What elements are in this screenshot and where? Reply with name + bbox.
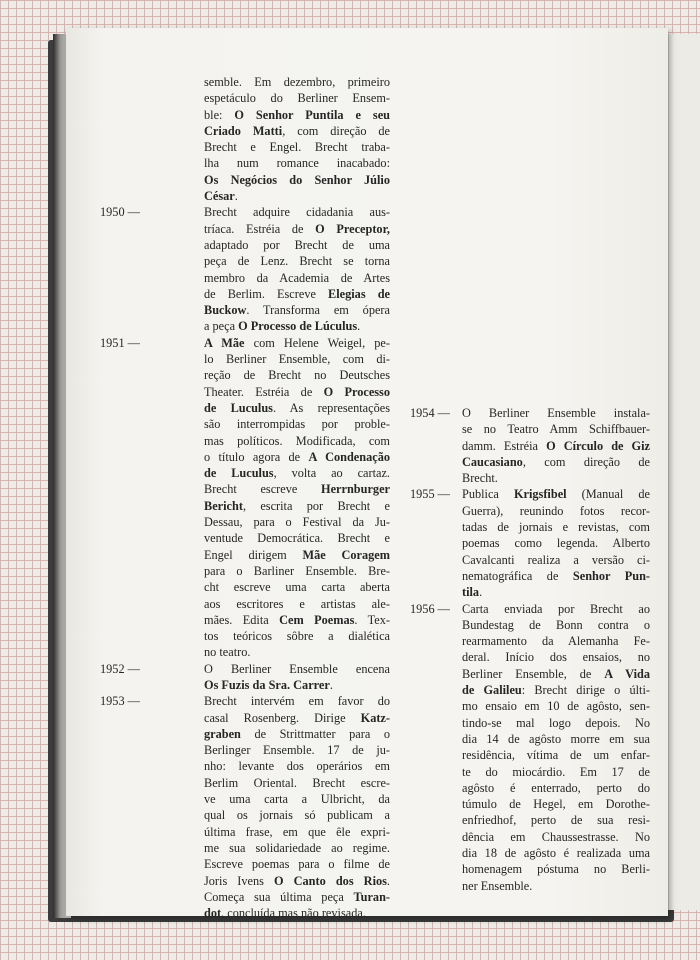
text-line [204,107,390,123]
text-line [204,905,390,921]
body-text: tindo-se mal logo depois. No [462,715,650,730]
bold-title-text: Mãe Coragem [302,547,390,562]
body-text: damm. Estréia [462,438,547,453]
text-line [204,74,390,90]
text-line [204,807,390,823]
bold-title-text: Katz- [360,710,390,725]
bold-title-text: A Vida [604,666,650,681]
bold-title-text: Krigsfibel [513,487,567,502]
bold-title-text: O Processo [323,384,390,399]
text-line [462,519,650,535]
entry-year: 1954 — [410,406,450,420]
bold-title-text: Bericht [204,498,243,513]
body-text: Brecht e Engel. Brecht traba- [204,140,390,155]
text-line [462,649,650,665]
intro-paragraph [100,74,390,204]
text-line [204,596,390,612]
body-text: . [234,189,238,204]
body-text: membro da Academia de Artes [204,270,390,285]
body-text: peça de Lenz. Brecht se torna [204,254,390,269]
text-line [204,514,390,530]
text-line [204,204,390,220]
text-line [204,351,390,367]
text-line [204,547,390,563]
text-line [204,856,390,872]
text-line [204,237,390,253]
entry-year: 1955 — [410,487,450,502]
bold-title-text: Caucasiano [462,454,523,469]
body-text: Carta enviada por Brecht ao [462,601,650,616]
body-text: . [479,585,483,600]
body-text: lha num romance inacabado: [204,156,390,171]
body-text: nho: levante dos operários em [204,759,390,774]
text-line [204,710,390,726]
body-text: Bundestag de Bonn contra o [462,617,650,632]
body-text: . [357,319,361,334]
bold-title-text: de Galileu [462,683,522,698]
text-line [204,449,390,465]
text-line [462,535,650,551]
body-text: , concluída mas não revisada. [221,906,366,921]
body-text: Cavalcanti realiza a versão ci- [462,552,650,567]
text-line [462,682,650,698]
body-text: enfriedhof, perto de sua resi- [462,813,650,828]
body-text: com Helene Weigel, pe- [244,335,390,350]
body-text: tríaca. Estréia de [204,221,316,236]
bold-title-text: de Luculus [204,400,273,415]
text-line [462,747,650,763]
text-line [462,861,650,877]
text-line [204,628,390,644]
text-line [204,677,390,693]
body-text: me sua solidariedade ao regime. [204,840,390,855]
text-line [462,617,650,633]
entry-year: 1956 — [410,601,450,616]
body-text: Engel dirigem [204,547,303,562]
text-line [204,90,390,106]
body-text: espetáculo do Berliner Ensem- [204,91,390,106]
body-text: : Brecht dirige o últi- [521,683,650,698]
entry-text [462,601,650,894]
bold-title-text: Os Negócios do Senhor Júlio [204,172,390,187]
body-text: dência em Chaussestrasse. No [462,829,650,844]
body-text: Joris Ivens [204,873,275,888]
body-text: mas políticos. Modificada, com [204,433,390,448]
text-line [204,742,390,758]
body-text: , com direção de [282,123,390,138]
text-line [462,421,650,437]
bold-title-text: O Preceptor, [315,221,390,236]
body-text: se no Teatro Amm Schiffbauer- [462,422,650,437]
body-text: Dessau, para o Festival da Ju- [204,515,390,530]
text-line [462,829,650,845]
body-text: Começa sua última peça [204,889,354,904]
body-text: mães. Edita [204,612,280,627]
bold-title-text: A Mãe [204,335,245,350]
text-line [462,715,650,731]
text-line [204,188,390,204]
body-text: . [386,873,390,888]
text-line [462,486,650,502]
text-line [204,612,390,628]
body-text: Berlim Oriental. Brecht escre- [204,775,390,790]
body-text: (Manual de [566,487,650,502]
chronology-entry [100,204,390,334]
body-text: o título agora de [204,449,309,464]
text-line [204,465,390,481]
text-line [204,873,390,889]
text-line [204,384,390,400]
text-line [462,470,650,486]
body-text: cht escreve uma carta aberta [204,580,390,595]
text-line [462,796,650,812]
body-text: dia 14 de agôsto morre em sua [462,731,650,746]
body-text: . [329,677,333,692]
text-line [462,438,650,454]
text-line [204,270,390,286]
bold-title-text: A Condenação [308,449,390,464]
text-line [204,155,390,171]
text-line [462,780,650,796]
body-text: poemas como legenda. Alberto [462,536,650,551]
entry-text [204,204,390,334]
text-line [204,693,390,709]
body-text: de Strittmatter para o [240,726,390,741]
body-text: túmulo de Hegel, em Dorothe- [462,797,650,812]
text-line [204,400,390,416]
body-text: Guerra), reunindo fotos recor- [462,503,650,518]
text-line [204,302,390,318]
body-text: , volta ao cartaz. [273,466,390,481]
text-line [204,791,390,807]
text-line [204,563,390,579]
entry-text [204,661,390,694]
text-line [204,139,390,155]
text-line [204,661,390,677]
text-line [204,840,390,856]
body-text: Theater. Estréia de [204,384,324,399]
body-text: te do miocárdio. Em 17 de [462,764,650,779]
body-text: Brecht adquire cidadania aus- [204,205,390,220]
body-text: aos escritores e artistas ale- [204,596,390,611]
body-text: são interrompidas por proble- [204,417,390,432]
text-line [462,764,650,780]
body-text: qual os jornais só publicam a [204,808,390,823]
bold-title-text: César [204,189,235,204]
text-line [204,416,390,432]
text-line [204,253,390,269]
bold-title-text: Criado Matti [204,123,283,138]
body-text: Berliner Ensemble, de [462,666,605,681]
bold-title-text: dot [204,906,222,921]
text-line [204,335,390,351]
text-line [204,172,390,188]
bold-title-text: O Círculo de Giz [546,438,650,453]
adjacent-page-edge [668,34,700,910]
bold-title-text: tila [462,585,480,600]
text-line [462,552,650,568]
text-line [204,123,390,139]
chronology-entry [100,661,390,694]
body-text: ble: [204,107,235,122]
chronology-entry [410,601,650,894]
body-text: Publica [462,487,514,502]
text-line [204,367,390,383]
text-line [462,584,650,600]
bold-title-text: graben [204,726,241,741]
chronology-entry [100,335,390,661]
body-text: no teatro. [204,645,251,660]
text-line [462,731,650,747]
text-line [204,481,390,497]
text-line [462,601,650,617]
bold-title-text: Cem Poemas [279,612,355,627]
text-line [204,579,390,595]
body-text: deral. Início dos ensaios, no [462,650,650,665]
body-text: , escrita por Brecht e [242,498,390,513]
body-text: ner Ensemble. [462,878,533,893]
body-text: reção de Brecht no Deutsches [204,368,390,383]
entry-year: 1953 — [100,694,140,709]
left-entries [100,204,390,921]
body-text: a peça [204,319,239,334]
body-text: tos teóricos sôbre a dialética [204,629,390,644]
body-text: Berlinger Ensemble. 17 de ju- [204,743,390,758]
text-line [462,633,650,649]
text-line [204,498,390,514]
body-text: Escreve poemas para o filme de [204,857,390,872]
text-line [462,698,650,714]
text-line [462,405,650,421]
left-column [100,74,390,921]
bold-title-text: O Processo de Lúculus [238,319,358,334]
text-line [204,726,390,742]
body-text: adaptado por Brecht de uma [204,237,390,252]
entry-year: 1950 — [100,205,140,220]
chronology-entry [410,405,650,486]
text-line [204,644,390,660]
entry-year: 1951 — [100,335,140,350]
body-text: de Berlim. Escreve [204,286,329,301]
text-line [462,666,650,682]
body-text: ventude Democrática. Brecht e [204,531,390,546]
right-column [410,405,650,894]
text-line [204,433,390,449]
text-line [204,824,390,840]
body-text: rearmamento da Alemanha Fe- [462,634,650,649]
body-text: . As representações [272,400,390,415]
entry-text [204,693,390,921]
bold-title-text: Herrnburger [321,482,390,497]
text-line [462,812,650,828]
body-text: tadas de jornais e revistas, com [462,520,650,535]
body-text: casal Rosenberg. Dirige [204,710,361,725]
body-text: residência, vítima de um enfar- [462,748,650,763]
bold-title-text: de Luculus [204,466,274,481]
entry-text [204,335,390,661]
bold-title-text: Turan- [353,889,390,904]
body-text: agôsto é enterrado, perto do [462,780,650,795]
body-text: O Berliner Ensemble encena [204,661,390,676]
right-entries [410,405,650,894]
body-text: . Tex- [354,612,390,627]
body-text: ve uma carta a Ulbricht, da [204,792,390,807]
text-line [204,318,390,334]
entry-text [462,405,650,486]
bold-title-text: Elegias de [328,286,390,301]
chronology-entry [410,486,650,600]
body-text: homenagem póstuma no Berli- [462,862,650,877]
body-text: última frase, em que êle expri- [204,824,390,839]
body-text: . Transforma em ópera [246,303,390,318]
text-line [462,878,650,894]
body-text: Brecht escreve [204,482,322,497]
bold-title-text: Buckow [204,303,247,318]
text-line [204,758,390,774]
text-line [204,530,390,546]
body-text: O Berliner Ensemble instala- [462,406,650,420]
body-text: nematográfica de [462,568,573,583]
bold-title-text: O Canto dos Rios [274,873,387,888]
entry-text [462,486,650,600]
chronology-entry [100,693,390,921]
bold-title-text: Os Fuzis da Sra. Carrer [204,677,330,692]
text-line [462,568,650,584]
body-text: lo Berliner Ensemble, com di- [204,352,390,367]
body-text: semble. Em dezembro, primeiro [204,75,390,89]
text-line [204,221,390,237]
text-line [462,503,650,519]
body-text: Brecht. [462,471,498,486]
bold-title-text: Senhor Pun- [572,568,651,583]
text-line [462,454,650,470]
text-line [204,286,390,302]
intro-text [204,74,390,204]
text-line [204,889,390,905]
body-text: para o Barliner Ensemble. Bre- [204,563,390,578]
body-text: dia 18 de agôsto é realizada uma [462,846,650,861]
text-line [462,845,650,861]
entry-year: 1952 — [100,661,140,676]
body-text: mo ensaio em 10 de agôsto, sen- [462,699,650,714]
body-text: , com direção de [522,454,650,469]
text-line [204,775,390,791]
bold-title-text: O Senhor Puntila e seu [234,107,390,122]
body-text: Brecht intervém em favor do [204,694,390,709]
